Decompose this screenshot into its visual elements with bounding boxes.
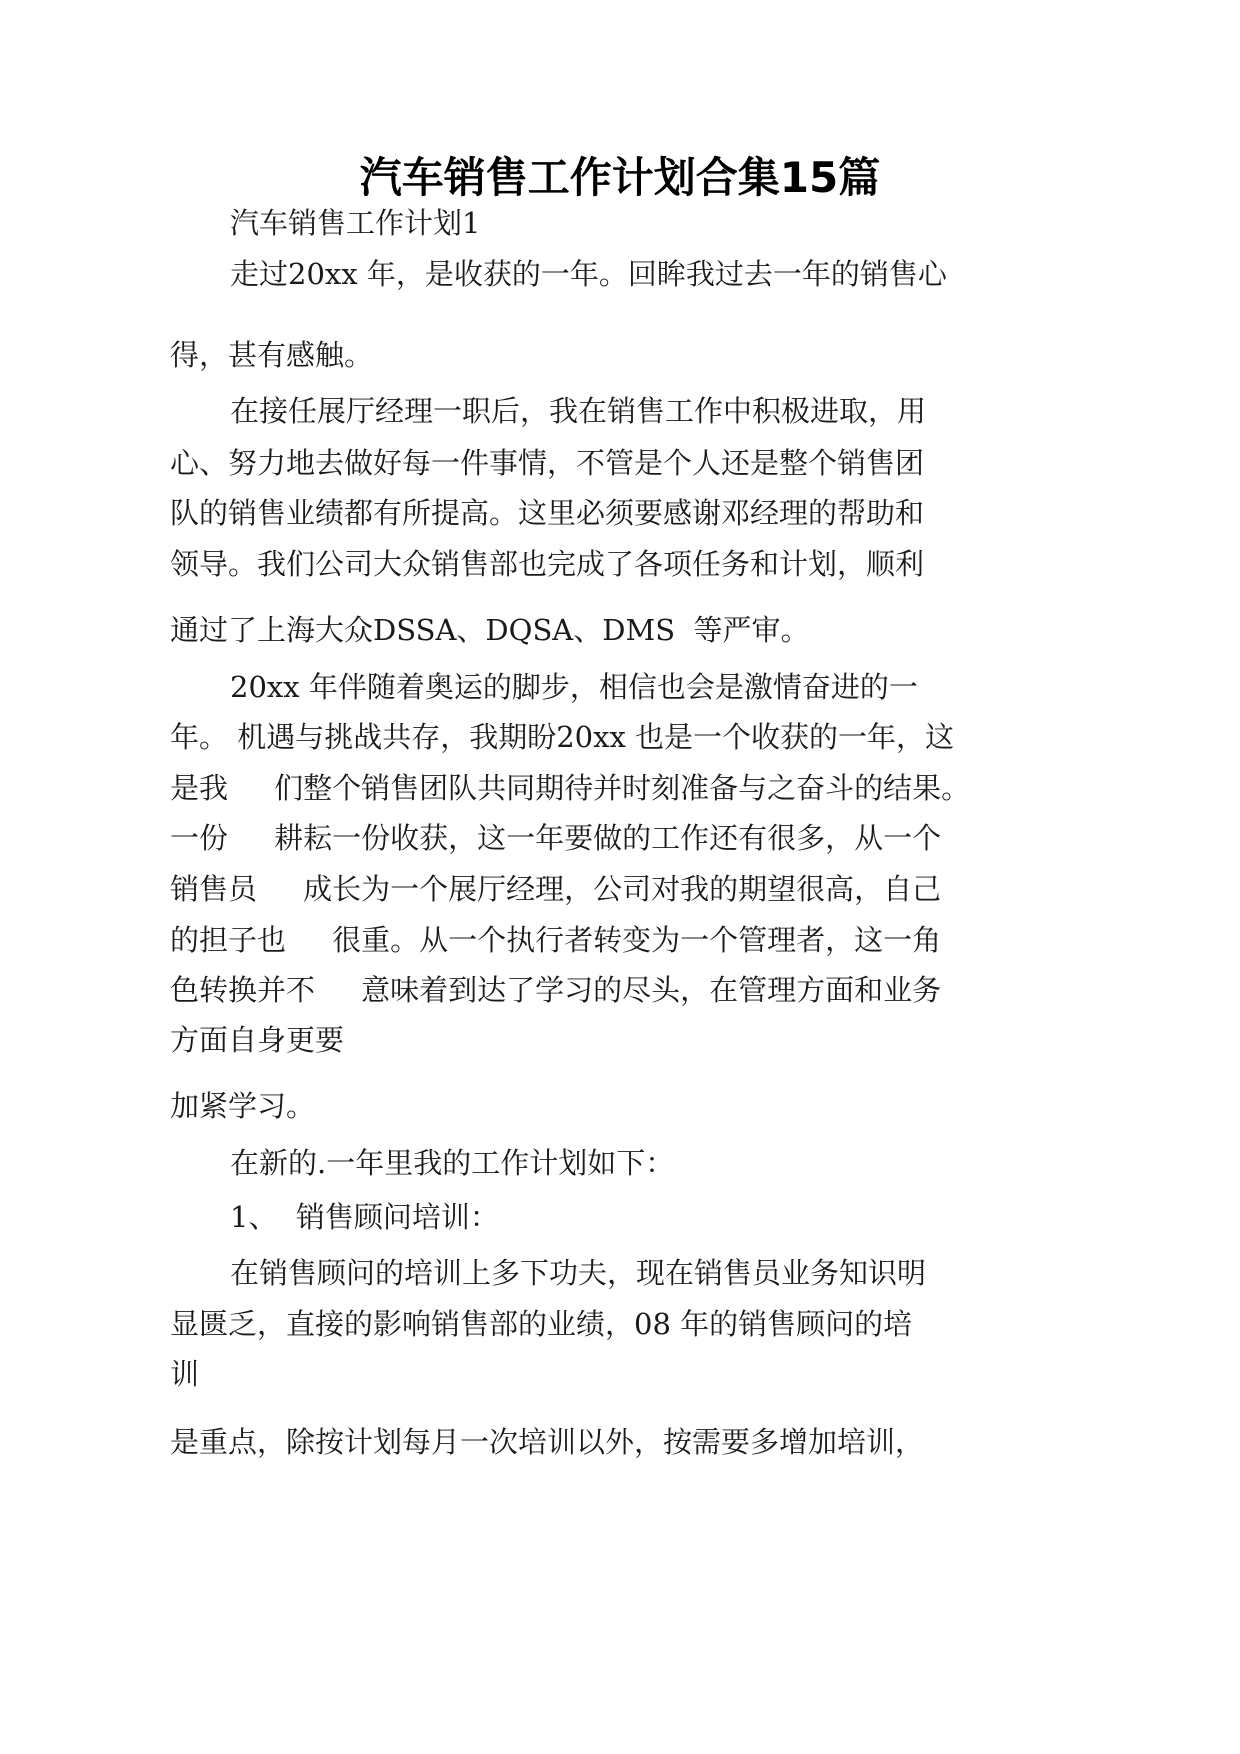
- paragraph-line: 20xx 年伴随着奥运的脚步，相信也会是激情奋进的一: [230, 670, 918, 704]
- list-item-heading: 1、 销售顾问培训：: [230, 1200, 499, 1234]
- paragraph-line: 销售员 成长为一个展厅经理，公司对我的期望很高，自己: [170, 872, 942, 906]
- paragraph-line: 在接任展厅经理一职后，我在销售工作中积极进取，用: [230, 394, 927, 428]
- paragraph-line: 的担子也 很重。从一个执行者转变为一个管理者，这一角: [170, 923, 942, 957]
- paragraph-line: 显匮乏，直接的影响销售部的业绩，08 年的销售顾问的培: [170, 1307, 913, 1341]
- paragraph-line: 训: [170, 1357, 200, 1391]
- paragraph-line: 通过了上海大众DSSA、DQSA、DMS 等严审。: [170, 613, 810, 647]
- paragraph-line: 得，甚有感触。: [170, 338, 374, 372]
- paragraph-line: 方面自身更要: [170, 1023, 345, 1057]
- document-title: 汽车销售工作计划合集15篇: [359, 153, 881, 202]
- paragraph-line: 是我 们整个销售团队共同期待并时刻准备与之奋斗的结果。: [170, 771, 971, 805]
- paragraph-line: 一份 耕耘一份收获，这一年要做的工作还有很多，从一个: [170, 821, 942, 855]
- paragraph-line: 在销售顾问的培训上多下功夫，现在销售员业务知识明: [230, 1256, 927, 1290]
- section-heading: 汽车销售工作计划1: [230, 206, 481, 240]
- paragraph-line: 是重点，除按计划每月一次培训以外，按需要多增加培训，: [170, 1425, 925, 1459]
- paragraph-line: 在新的.一年里我的工作计划如下：: [230, 1146, 675, 1180]
- paragraph-line: 领导。我们公司大众销售部也完成了各项任务和计划，顺利: [170, 547, 925, 581]
- paragraph-line: 队的销售业绩都有所提高。这里必须要感谢邓经理的帮助和: [170, 496, 925, 530]
- paragraph-line: 心、努力地去做好每一件事情，不管是个人还是整个销售团: [170, 446, 925, 480]
- paragraph-line: 年。 机遇与挑战共存，我期盼20xx 也是一个收获的一年，这: [170, 720, 955, 754]
- paragraph-line: 加紧学习。: [170, 1089, 316, 1123]
- paragraph-line: 走过20xx 年，是收获的一年。回眸我过去一年的销售心: [230, 257, 947, 291]
- paragraph-line: 色转换并不 意味着到达了学习的尽头，在管理方面和业务: [170, 973, 942, 1007]
